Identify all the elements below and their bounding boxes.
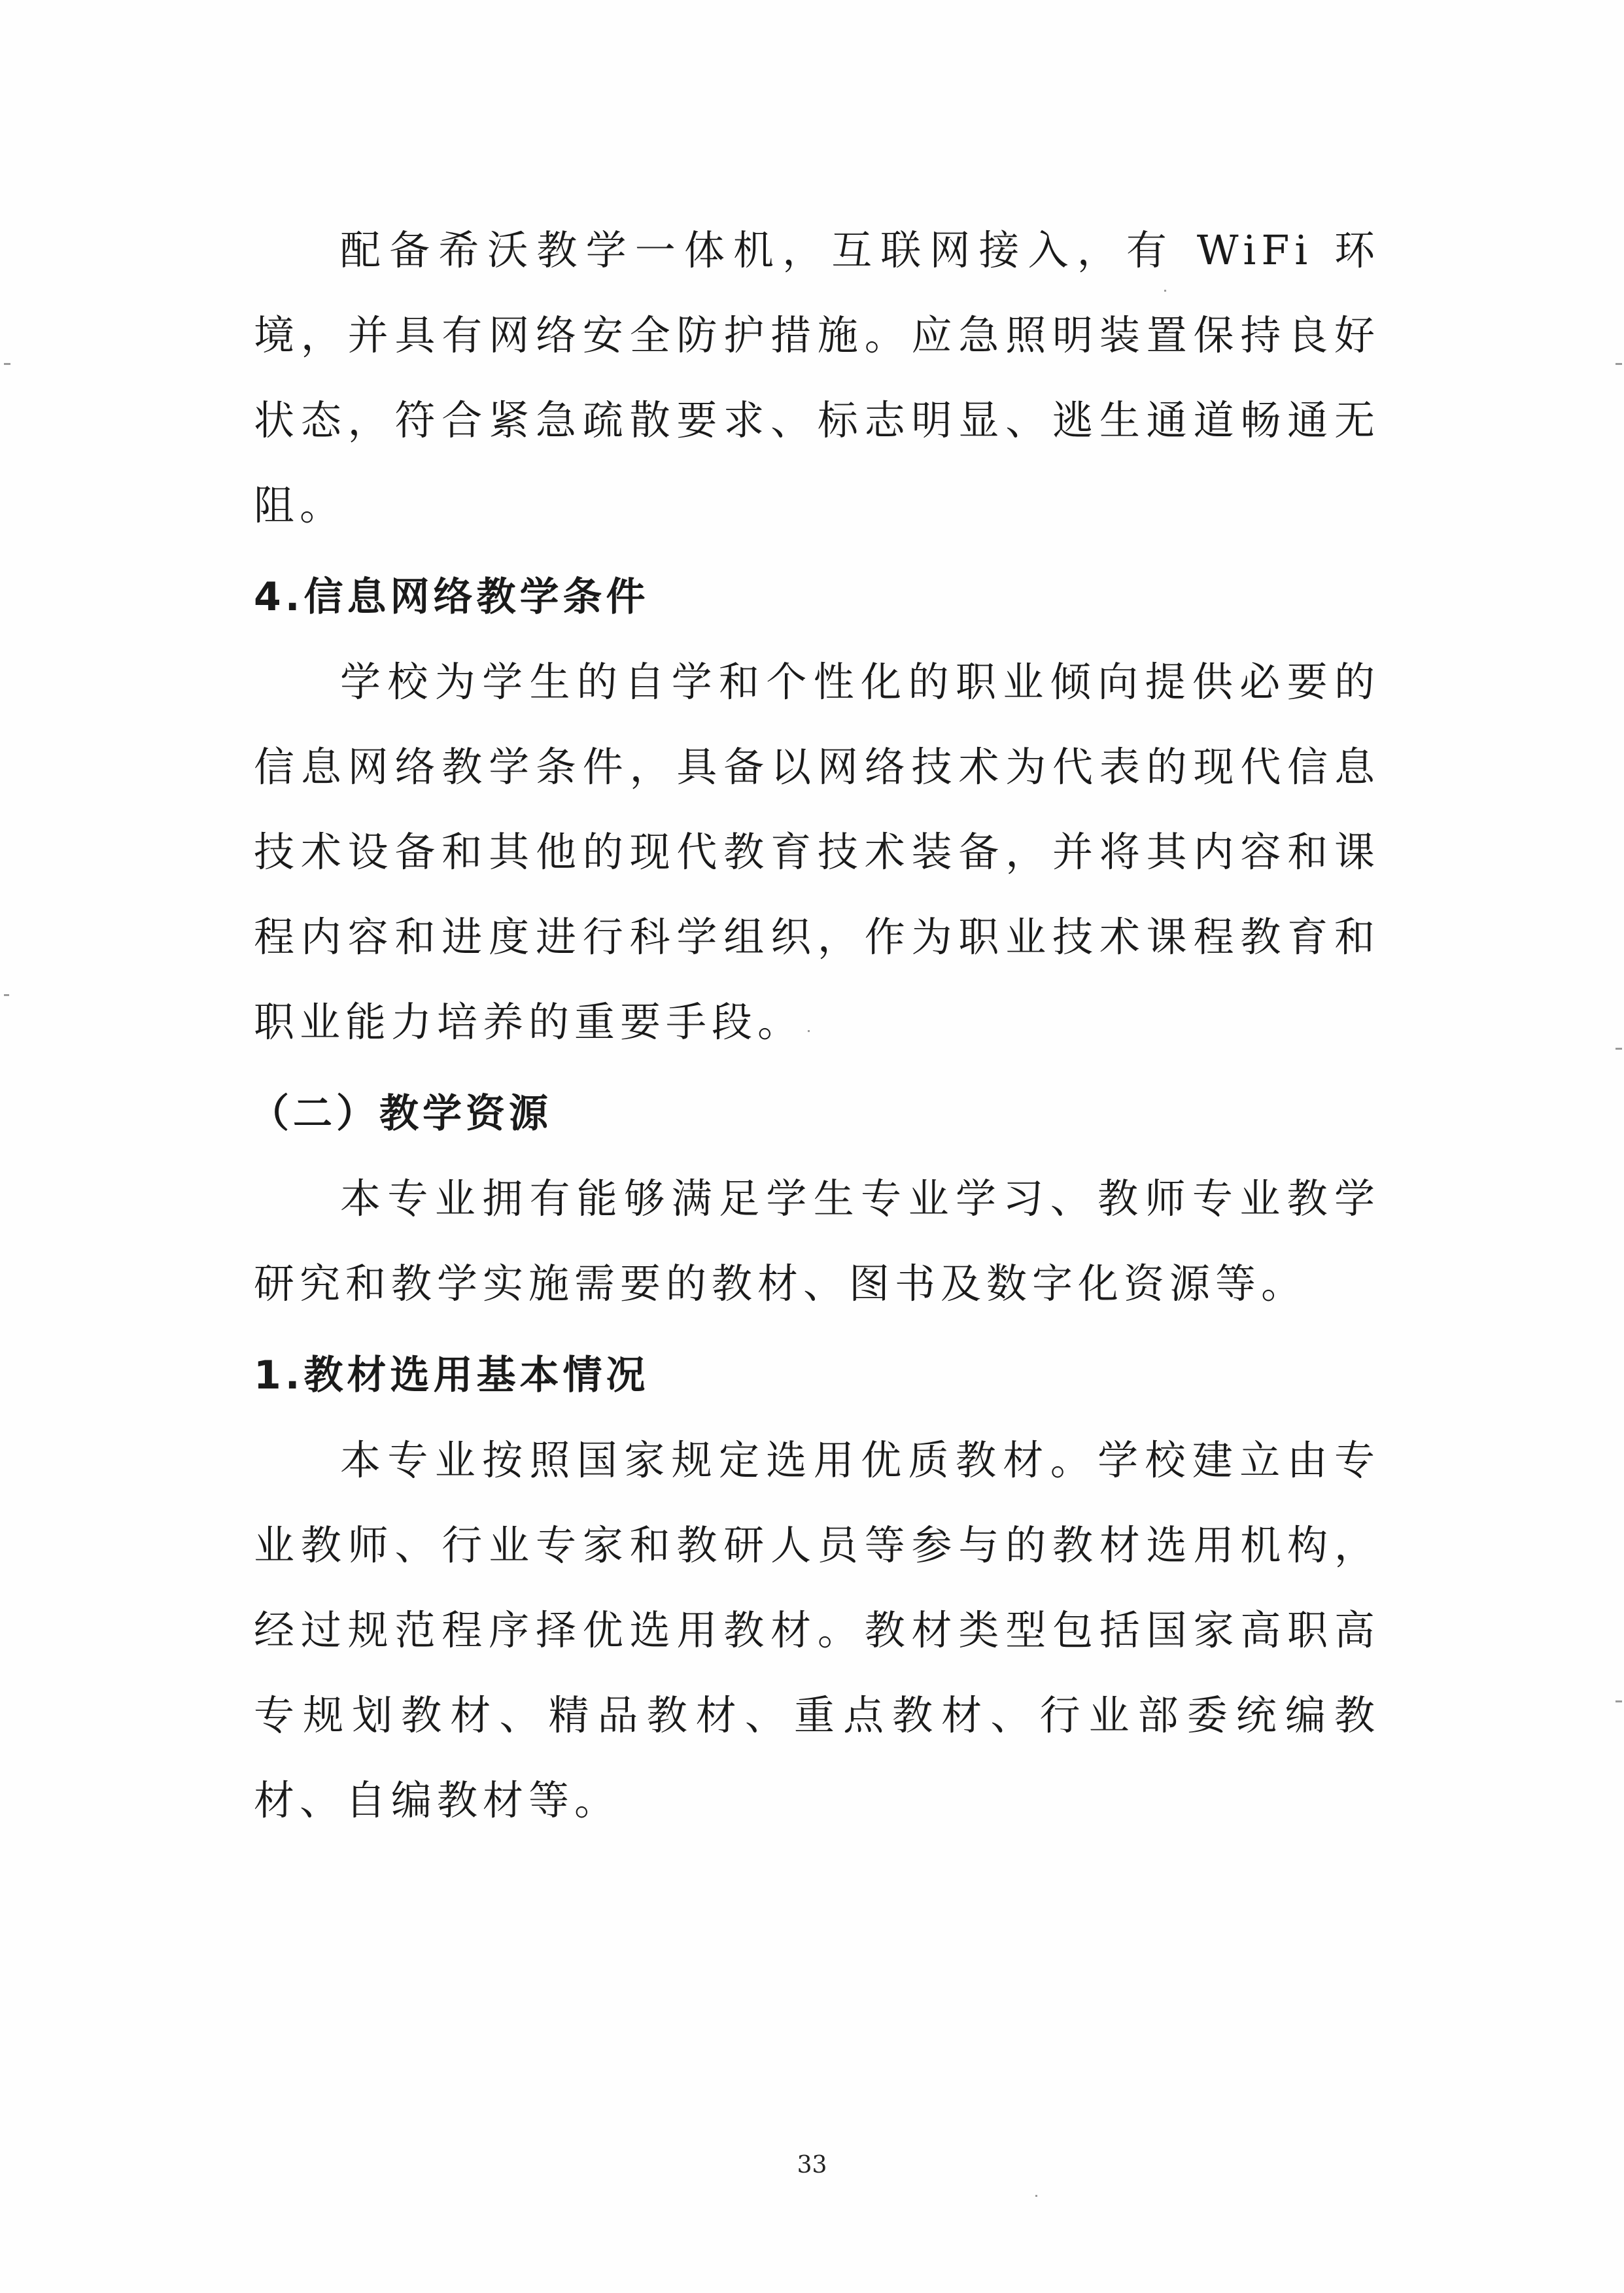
paragraph-network-equipment: 配备希沃教学一体机，互联网接入，有 WiFi 环境，并具有网络安全防护措施。应急照明装置保持良好状态，符合紧急疏散要求、标志明显、逃生通道畅通无阻。	[254, 226, 1380, 529]
heading-textbook-selection: 1.教材选用基本情况	[254, 1353, 649, 1398]
scan-speck	[1615, 363, 1622, 365]
document-body	[250, 208, 1380, 1843]
scan-speck	[1615, 1700, 1622, 1702]
scan-speck	[808, 1030, 810, 1032]
scan-speck	[4, 363, 10, 365]
paragraph-information-network-conditions: 学校为学生的自学和个性化的职业倾向提供必要的信息网络教学条件，具备以网络技术为代表的现代信息技术设备和其他的现代教育技术装备，并将其内容和课程内容和进度进行科学组织，作为职业技术课程教育和职业能力培养的重要手段。	[254, 658, 1380, 1046]
page-number: 33	[797, 2152, 827, 2179]
scan-speck	[1615, 1048, 1622, 1050]
heading-information-network-teaching-conditions: 4.信息网络教学条件	[254, 574, 649, 620]
paragraph-textbook-selection: 本专业按照国家规定选用优质教材。学校建立由专业教师、行业专家和教研人员等参与的教材选用机构，经过规范程序择优选用教材。教材类型包括国家高职高专规划教材、精品教材、重点教材、行业部委统编教材、自编教材等。	[254, 1436, 1380, 1824]
heading-teaching-resources: （二）教学资源	[250, 1091, 552, 1137]
paragraph-teaching-resources: 本专业拥有能够满足学生专业学习、教师专业教学研究和教学实施需要的教材、图书及数字化资源等。	[254, 1175, 1380, 1307]
scan-speck	[1164, 290, 1166, 292]
scan-speck	[4, 994, 9, 996]
scan-speck	[1035, 2195, 1037, 2197]
